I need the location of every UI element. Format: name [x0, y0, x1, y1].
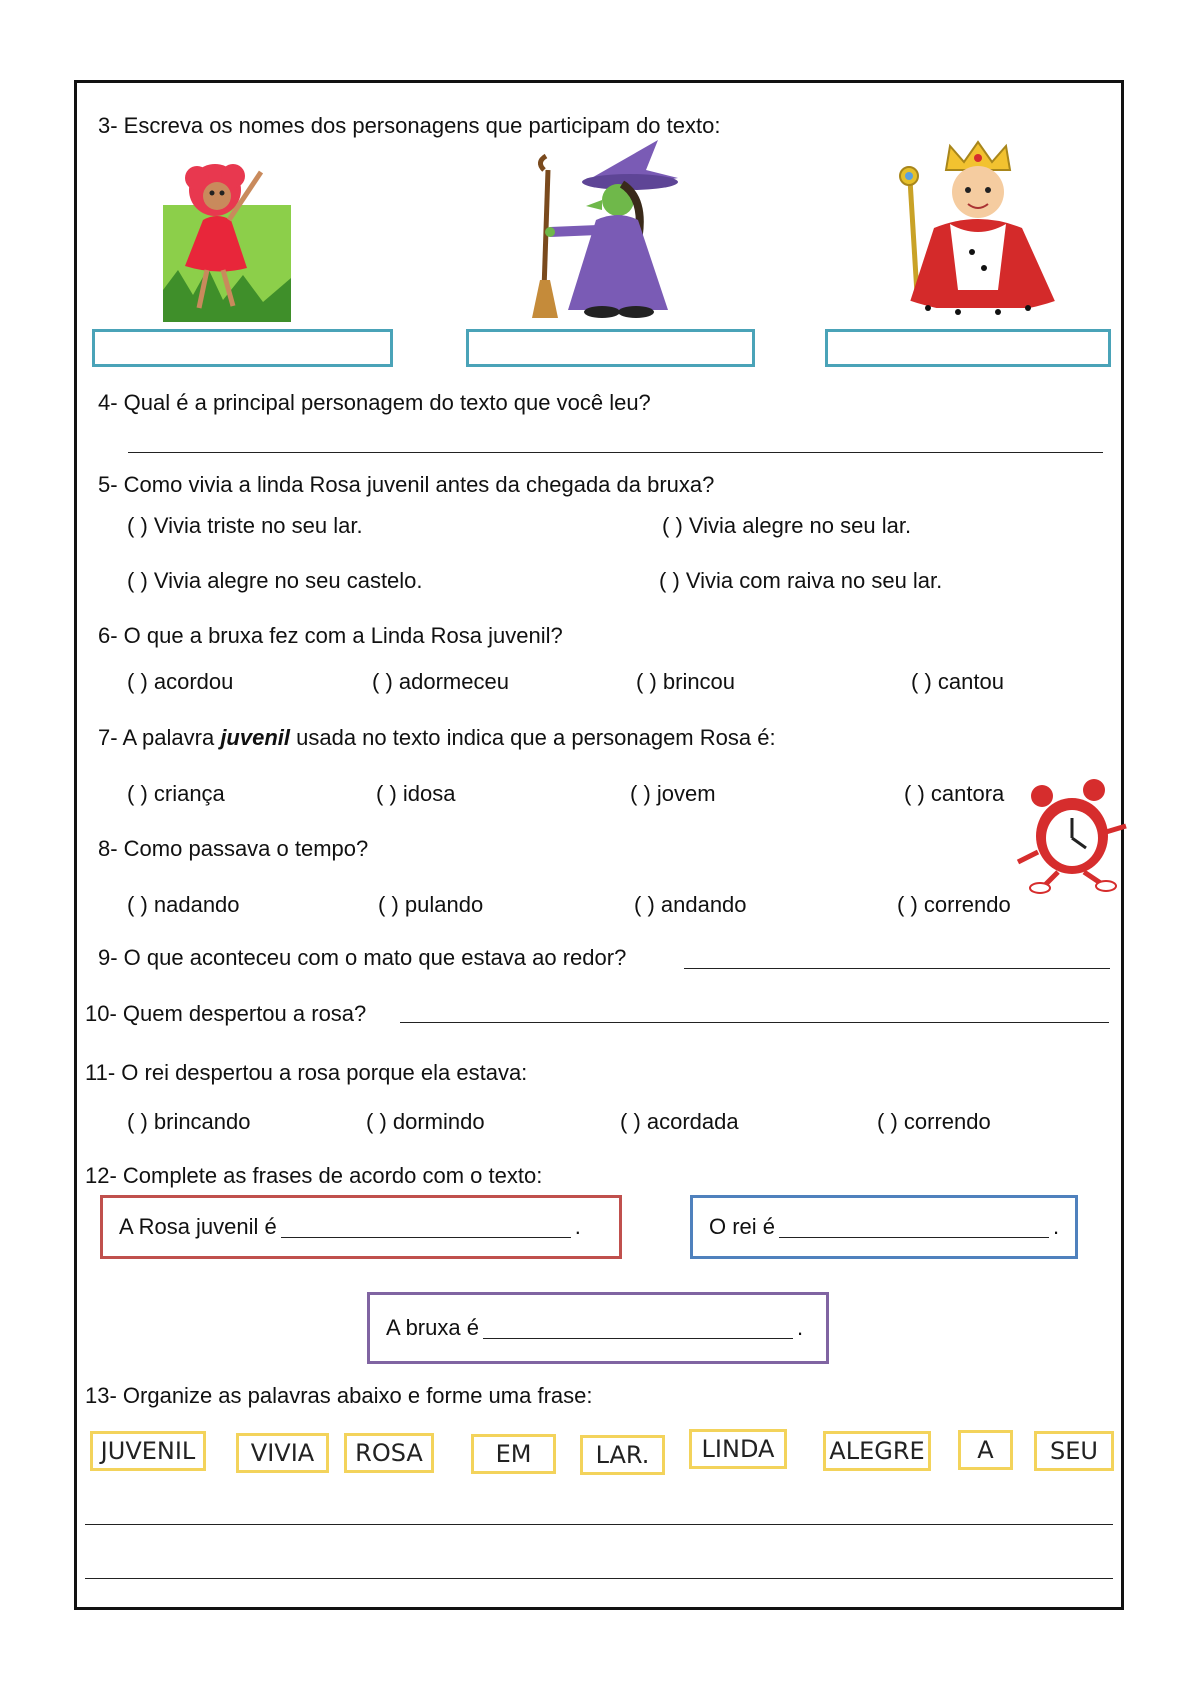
sentence-box-rosa [100, 1195, 622, 1259]
bruxa-illustration [518, 140, 698, 322]
running-clock-illustration [1018, 782, 1128, 894]
question-7-prefix: 7- A palavra [98, 725, 215, 750]
question-8: 8- Como passava o tempo? [98, 836, 369, 861]
question-5: 5- Como vivia a linda Rosa juvenil antes da chegada da bruxa? [98, 472, 715, 497]
option-11a[interactable]: ( ) brincando [127, 1109, 251, 1134]
option-5a[interactable]: ( ) Vivia triste no seu lar. [127, 513, 363, 538]
option-11d[interactable]: ( ) correndo [877, 1109, 991, 1134]
option-6c[interactable]: ( ) brincou [636, 669, 736, 694]
sentence-rosa-blank[interactable] [281, 1217, 571, 1238]
sentence-rosa-label: A Rosa juvenil é [119, 1214, 277, 1239]
sentence-box-bruxa [367, 1292, 829, 1364]
option-11c[interactable]: ( ) acordada [620, 1109, 739, 1134]
option-5b[interactable]: ( ) Vivia alegre no seu lar. [662, 513, 912, 538]
word-card[interactable]: A [958, 1430, 1013, 1470]
question-6: 6- O que a bruxa fez com a Linda Rosa juvenil? [98, 623, 563, 648]
question-7-emphasis: juvenil [220, 725, 290, 750]
question-12: 12- Complete as frases de acordo com o texto: [85, 1163, 543, 1188]
option-7b[interactable]: ( ) idosa [376, 781, 456, 806]
rei-illustration [888, 140, 1068, 325]
sentence-bruxa-end: . [796, 1315, 804, 1340]
word-card[interactable]: ALEGRE [823, 1431, 931, 1471]
sentence-box-rei [690, 1195, 1078, 1259]
question-4: 4- Qual é a principal personagem do texto que você leu? [98, 390, 651, 415]
word-card[interactable]: JUVENIL [90, 1431, 206, 1471]
question-3: 3- Escreva os nomes dos personagens que participam do texto: [98, 113, 721, 138]
sentence-rei-label: O rei é [709, 1214, 776, 1239]
option-7d[interactable]: ( ) cantora [904, 781, 1005, 806]
sentence-bruxa-label: A bruxa é [386, 1315, 479, 1340]
option-11b[interactable]: ( ) dormindo [366, 1109, 485, 1134]
option-6d[interactable]: ( ) cantou [911, 669, 1004, 694]
question-7-suffix: usada no texto indica que a personagem Rosa é: [296, 725, 776, 750]
answer-line-4[interactable] [128, 452, 1103, 453]
sentence-rei-end: . [1053, 1214, 1060, 1239]
option-6a[interactable]: ( ) acordou [127, 669, 234, 694]
option-7c[interactable]: ( ) jovem [630, 781, 716, 806]
question-13: 13- Organize as palavras abaixo e forme uma frase: [85, 1383, 593, 1408]
sentence-rosa-end: . [574, 1214, 581, 1239]
question-11: 11- O rei despertou a rosa porque ela estava: [85, 1060, 528, 1085]
question-7 [98, 725, 776, 751]
name-box-rei[interactable] [825, 329, 1111, 367]
answer-line-13b[interactable] [85, 1578, 1113, 1579]
answer-line-9[interactable] [684, 968, 1110, 969]
name-box-bruxa[interactable] [466, 329, 755, 367]
option-8a[interactable]: ( ) nadando [127, 892, 240, 917]
word-card[interactable]: ROSA [344, 1433, 434, 1473]
answer-line-13a[interactable] [85, 1524, 1113, 1525]
option-6b[interactable]: ( ) adormeceu [372, 669, 509, 694]
sentence-rei-blank[interactable] [779, 1217, 1049, 1238]
word-card[interactable]: VIVIA [236, 1433, 329, 1473]
word-card[interactable]: SEU [1034, 1431, 1114, 1471]
option-8b[interactable]: ( ) pulando [378, 892, 484, 917]
option-8d[interactable]: ( ) correndo [897, 892, 1011, 917]
word-card[interactable]: LAR. [580, 1435, 665, 1475]
word-card[interactable]: EM [471, 1434, 556, 1474]
rosa-illustration [163, 150, 291, 322]
question-10: 10- Quem despertou a rosa? [85, 1001, 367, 1026]
word-card[interactable]: LINDA [689, 1429, 787, 1469]
option-5c[interactable]: ( ) Vivia alegre no seu castelo. [127, 568, 423, 593]
option-5d[interactable]: ( ) Vivia com raiva no seu lar. [659, 568, 943, 593]
answer-line-10[interactable] [400, 1022, 1109, 1023]
option-8c[interactable]: ( ) andando [634, 892, 747, 917]
sentence-bruxa-blank[interactable] [483, 1318, 793, 1339]
option-7a[interactable]: ( ) criança [127, 781, 225, 806]
name-box-rosa[interactable] [92, 329, 393, 367]
question-9: 9- O que aconteceu com o mato que estava ao redor? [98, 945, 627, 970]
